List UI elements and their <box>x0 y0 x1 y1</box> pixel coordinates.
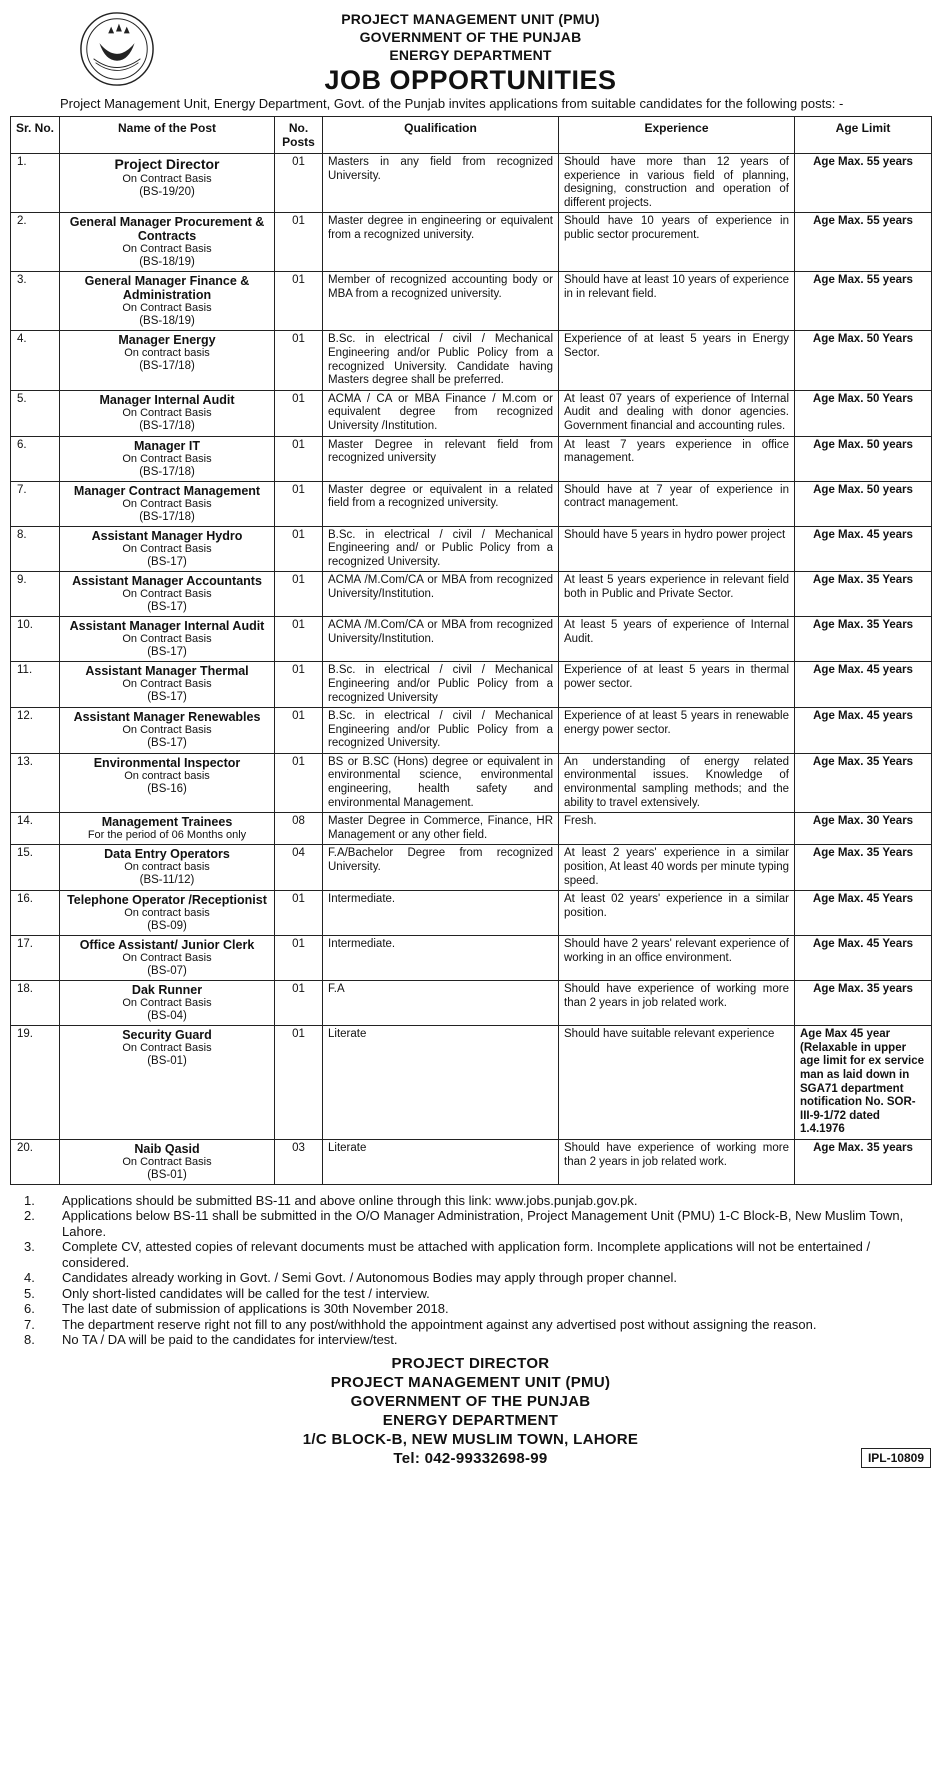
post-name-cell <box>60 845 275 891</box>
note-number: 6. <box>24 1301 35 1317</box>
table-row <box>11 213 932 272</box>
no-posts-cell: 01 <box>275 617 323 662</box>
post-name: Telephone Operator /Receptionist <box>67 893 267 908</box>
qualification-cell: Master Degree in Commerce, Finance, HR Management or any other field. <box>323 813 559 845</box>
post-name: Assistant Manager Renewables <box>73 710 261 725</box>
sr-no-cell: 3. <box>11 272 60 331</box>
post-contract-type: On contract basis <box>124 769 210 782</box>
post-contract-type: On Contract Basis <box>122 173 212 185</box>
post-basic-scale: (BS-18/19) <box>139 256 195 269</box>
qualification-cell: Intermediate. <box>323 891 559 936</box>
list-item <box>10 1286 931 1302</box>
post-contract-type: On Contract Basis <box>122 952 212 965</box>
sr-no-cell: 16. <box>11 891 60 936</box>
experience-cell: Should have suitable relevant experience <box>559 1026 795 1140</box>
post-name: Assistant Manager Thermal <box>85 664 249 679</box>
experience-cell: Should have experience of working more than 2 years in job related work. <box>559 1139 795 1184</box>
table-row <box>11 891 932 936</box>
qualification-cell: B.Sc. in electrical / civil / Mechanical Engineering and/or Public Policy from a recognized University <box>323 662 559 708</box>
list-item <box>10 1193 931 1209</box>
list-item <box>10 1332 931 1348</box>
post-name: Manager Internal Audit <box>99 392 235 407</box>
no-posts-cell: 01 <box>275 272 323 331</box>
post-name-cell <box>60 981 275 1026</box>
list-item <box>10 1317 931 1333</box>
qualification-cell: B.Sc. in electrical / civil / Mechanical Engineering and/or Public Policy from a recognized University. Candidate having Masters degree shall be preferred. <box>323 331 559 390</box>
post-name-cell <box>60 331 275 390</box>
sr-no-cell: 7. <box>11 481 60 526</box>
qualification-cell: Master Degree in relevant field from recognized university <box>323 436 559 481</box>
table-header-row <box>11 117 932 154</box>
advertisement-page <box>10 0 931 1468</box>
experience-cell: Experience of at least 5 years in renewable energy power sector. <box>559 708 795 754</box>
post-name: Office Assistant/ Junior Clerk <box>79 938 255 953</box>
header-post-name: Name of the Post <box>60 117 275 154</box>
table-row <box>11 753 932 812</box>
post-contract-type: On Contract Basis <box>122 678 212 691</box>
sr-no-cell: 10. <box>11 617 60 662</box>
experience-cell: At least 7 years experience in office management. <box>559 436 795 481</box>
no-posts-cell: 01 <box>275 572 323 617</box>
qualification-cell: BS or B.SC (Hons) degree or equivalent in environmental science, environmental engineering, health safety and environmental Management. <box>323 753 559 812</box>
sr-no-cell: 17. <box>11 936 60 981</box>
qualification-cell: Literate <box>323 1139 559 1184</box>
qualification-cell: Member of recognized accounting body or MBA from a recognized university. <box>323 272 559 331</box>
post-name: Naib Qasid <box>134 1141 200 1156</box>
no-posts-cell: 01 <box>275 154 323 213</box>
experience-cell: Should have 5 years in hydro power project <box>559 526 795 572</box>
post-name-cell <box>60 436 275 481</box>
sr-no-cell: 5. <box>11 390 60 436</box>
post-name: Environmental Inspector <box>93 755 241 770</box>
post-contract-type: On Contract Basis <box>122 724 212 737</box>
age-limit-cell: Age Max. 45 years <box>795 708 932 754</box>
experience-cell: At least 5 years of experience of Internal Audit. <box>559 617 795 662</box>
post-contract-type: For the period of 06 Months only <box>87 829 247 842</box>
post-basic-scale: (BS-04) <box>147 1010 187 1023</box>
post-basic-scale: (BS-17/18) <box>139 360 195 373</box>
header-line-government: GOVERNMENT OF THE PUNJAB <box>359 29 582 45</box>
post-name-cell <box>60 526 275 572</box>
age-limit-cell: Age Max. 45 Years <box>795 936 932 981</box>
footer-address: 1/C BLOCK-B, NEW MUSLIM TOWN, LAHORE <box>302 1430 639 1448</box>
note-text: Applications should be submitted BS-11 and above online through this link: www.jobs.punjab.gov.pk. <box>62 1192 638 1208</box>
post-contract-type: On contract basis <box>124 861 210 874</box>
page-title: JOB OPPORTUNITIES <box>324 65 617 95</box>
post-basic-scale: (BS-01) <box>147 1055 187 1068</box>
sr-no-cell: 13. <box>11 753 60 812</box>
post-basic-scale: (BS-19/20) <box>139 186 195 198</box>
post-basic-scale: (BS-17/18) <box>139 510 195 523</box>
post-name-cell <box>60 936 275 981</box>
post-name: Assistant Manager Hydro <box>91 528 243 543</box>
sr-no-cell: 15. <box>11 845 60 891</box>
experience-cell: Fresh. <box>559 813 795 845</box>
table-row <box>11 154 932 213</box>
post-contract-type: On Contract Basis <box>122 243 212 256</box>
post-contract-type: On Contract Basis <box>122 588 212 601</box>
list-item <box>10 1208 931 1239</box>
post-name: Manager Energy <box>118 333 216 348</box>
post-basic-scale: (BS-01) <box>147 1168 187 1181</box>
post-name-cell <box>60 662 275 708</box>
experience-cell: Should have 10 years of experience in public sector procurement. <box>559 213 795 272</box>
age-limit-cell: Age Max. 55 years <box>795 154 932 213</box>
age-limit-cell: Age Max. 45 years <box>795 662 932 708</box>
age-limit-cell: Age Max 45 year (Relaxable in upper age limit for ex service man as laid down in SGA71 department notification No. SOR-III-9-1/72 dated 1.4.1976 <box>795 1026 932 1140</box>
post-contract-type: On Contract Basis <box>122 997 212 1010</box>
qualification-cell: ACMA / CA or MBA Finance / M.com or equivalent degree from recognized University /Institution. <box>323 390 559 436</box>
table-row <box>11 436 932 481</box>
jobs-table <box>10 116 932 1185</box>
experience-cell: At least 2 years' experience in a similar position, At least 40 words per minute typing speed. <box>559 845 795 891</box>
table-row <box>11 390 932 436</box>
sr-no-cell: 9. <box>11 572 60 617</box>
sr-no-cell: 18. <box>11 981 60 1026</box>
header-line-department: ENERGY DEPARTMENT <box>389 47 552 63</box>
qualification-cell: F.A/Bachelor Degree from recognized University. <box>323 845 559 891</box>
post-name-cell <box>60 891 275 936</box>
no-posts-cell: 01 <box>275 481 323 526</box>
post-name: Data Entry Operators <box>104 847 230 862</box>
no-posts-cell: 01 <box>275 708 323 754</box>
no-posts-cell: 01 <box>275 436 323 481</box>
post-name-cell <box>60 390 275 436</box>
post-name: Assistant Manager Accountants <box>72 574 262 589</box>
footer-telephone: Tel: 042-99332698-99 <box>393 1449 548 1467</box>
note-text: The last date of submission of applications is 30th November 2018. <box>62 1301 449 1317</box>
table-row <box>11 272 932 331</box>
qualification-cell: ACMA /M.Com/CA or MBA from recognized University/Institution. <box>323 572 559 617</box>
sr-no-cell: 8. <box>11 526 60 572</box>
header-no-posts: No. Posts <box>275 117 323 154</box>
table-row <box>11 662 932 708</box>
header <box>10 0 931 95</box>
table-row <box>11 481 932 526</box>
age-limit-cell: Age Max. 35 Years <box>795 572 932 617</box>
experience-cell: At least 07 years of experience of Internal Audit and dealing with donor agencies. Government financial and accounting rules. <box>559 390 795 436</box>
post-basic-scale: (BS-17) <box>147 601 187 614</box>
post-basic-scale: (BS-09) <box>147 920 187 933</box>
experience-cell: Experience of at least 5 years in Energy Sector. <box>559 331 795 390</box>
qualification-cell: B.Sc. in electrical / civil / Mechanical Engineering and/ or Public Policy from a recognized University. <box>323 526 559 572</box>
age-limit-cell: Age Max. 35 Years <box>795 753 932 812</box>
sr-no-cell: 1. <box>11 154 60 213</box>
qualification-cell: B.Sc. in electrical / civil / Mechanical Engineering and/or Public Policy from a recognized University. <box>323 708 559 754</box>
post-contract-type: On Contract Basis <box>122 452 212 465</box>
age-limit-cell: Age Max. 45 Years <box>795 891 932 936</box>
qualification-cell: Literate <box>323 1026 559 1140</box>
table-row <box>11 1139 932 1184</box>
post-name-cell <box>60 154 275 213</box>
post-name: Manager Contract Management <box>73 483 261 498</box>
experience-cell: An understanding of energy related environmental issues. Knowledge of environmental sampling methods; and the ability to travel extensively. <box>559 753 795 812</box>
experience-cell: Should have at least 10 years of experience in in relevant field. <box>559 272 795 331</box>
age-limit-cell: Age Max. 55 years <box>795 213 932 272</box>
post-basic-scale: (BS-17) <box>147 555 187 568</box>
post-name: Project Director <box>114 156 220 172</box>
age-limit-cell: Age Max. 50 years <box>795 481 932 526</box>
post-name: General Manager Finance & Administration <box>84 274 250 303</box>
post-basic-scale: (BS-17) <box>147 646 187 659</box>
sr-no-cell: 4. <box>11 331 60 390</box>
table-row <box>11 572 932 617</box>
experience-cell: At least 02 years' experience in a similar position. <box>559 891 795 936</box>
age-limit-cell: Age Max. 35 Years <box>795 617 932 662</box>
no-posts-cell: 01 <box>275 891 323 936</box>
no-posts-cell: 01 <box>275 390 323 436</box>
qualification-cell: ACMA /M.Com/CA or MBA from recognized University/Institution. <box>323 617 559 662</box>
no-posts-cell: 04 <box>275 845 323 891</box>
experience-cell: Experience of at least 5 years in thermal power sector. <box>559 662 795 708</box>
table-row <box>11 936 932 981</box>
age-limit-cell: Age Max. 50 Years <box>795 390 932 436</box>
qualification-cell: F.A <box>323 981 559 1026</box>
punjab-government-emblem-icon <box>78 10 156 88</box>
list-item <box>10 1301 931 1317</box>
list-item <box>10 1239 931 1270</box>
post-contract-type: On contract basis <box>124 347 210 360</box>
note-text: Candidates already working in Govt. / Semi Govt. / Autonomous Bodies may apply through proper channel. <box>62 1270 677 1286</box>
note-number: 4. <box>24 1270 35 1286</box>
no-posts-cell: 03 <box>275 1139 323 1184</box>
table-row <box>11 845 932 891</box>
post-basic-scale: (BS-07) <box>147 965 187 978</box>
header-age-limit: Age Limit <box>795 117 932 154</box>
footer-department: ENERGY DEPARTMENT <box>382 1411 559 1429</box>
note-text: No TA / DA will be paid to the candidates for interview/test. <box>62 1332 398 1348</box>
experience-cell: Should have at 7 year of experience in contract management. <box>559 481 795 526</box>
note-number: 5. <box>24 1285 35 1301</box>
no-posts-cell: 01 <box>275 213 323 272</box>
post-basic-scale: (BS-17/18) <box>139 465 195 478</box>
table-row <box>11 1026 932 1140</box>
note-number: 7. <box>24 1316 35 1332</box>
qualification-cell: Masters in any field from recognized University. <box>323 154 559 213</box>
post-basic-scale: (BS-16) <box>147 782 187 795</box>
note-number: 8. <box>24 1332 35 1348</box>
note-number: 3. <box>24 1239 35 1255</box>
post-basic-scale: (BS-18/19) <box>139 315 195 328</box>
age-limit-cell: Age Max. 30 Years <box>795 813 932 845</box>
footer-pmu: PROJECT MANAGEMENT UNIT (PMU) <box>330 1373 611 1391</box>
age-limit-cell: Age Max. 35 Years <box>795 845 932 891</box>
no-posts-cell: 01 <box>275 936 323 981</box>
note-text: Complete CV, attested copies of relevant documents must be attached with application form. Incomplete applications will not be entertained / considered. <box>62 1239 871 1270</box>
footer-designation: PROJECT DIRECTOR <box>391 1354 550 1372</box>
post-basic-scale: (BS-17) <box>147 737 187 750</box>
age-limit-cell: Age Max. 55 years <box>795 272 932 331</box>
footer <box>10 1354 931 1468</box>
qualification-cell: Intermediate. <box>323 936 559 981</box>
qualification-cell: Master degree or equivalent in a related field from a recognized university. <box>323 481 559 526</box>
experience-cell: At least 5 years experience in relevant field both in Public and Private Sector. <box>559 572 795 617</box>
post-contract-type: On Contract Basis <box>122 633 212 646</box>
post-name-cell <box>60 481 275 526</box>
post-contract-type: On Contract Basis <box>122 302 212 315</box>
age-limit-cell: Age Max. 35 years <box>795 1139 932 1184</box>
post-name-cell <box>60 617 275 662</box>
post-name-cell <box>60 1026 275 1140</box>
age-limit-cell: Age Max. 50 years <box>795 436 932 481</box>
no-posts-cell: 01 <box>275 753 323 812</box>
list-item <box>10 1270 931 1286</box>
post-name: Manager IT <box>134 438 200 453</box>
table-row <box>11 526 932 572</box>
post-basic-scale: (BS-17/18) <box>139 419 195 432</box>
post-name-cell <box>60 272 275 331</box>
note-text: The department reserve right not fill to any post/withhold the appointment against any advertised post without assigning the reason. <box>62 1316 817 1332</box>
header-experience: Experience <box>559 117 795 154</box>
post-name: Security Guard <box>122 1028 212 1043</box>
post-name: General Manager Procurement & Contracts <box>69 215 265 244</box>
post-contract-type: On Contract Basis <box>122 1155 212 1168</box>
sr-no-cell: 19. <box>11 1026 60 1140</box>
post-basic-scale: (BS-11/12) <box>139 874 195 887</box>
experience-cell: Should have experience of working more than 2 years in job related work. <box>559 981 795 1026</box>
sr-no-cell: 14. <box>11 813 60 845</box>
sr-no-cell: 2. <box>11 213 60 272</box>
sr-no-cell: 20. <box>11 1139 60 1184</box>
age-limit-cell: Age Max. 35 years <box>795 981 932 1026</box>
table-row <box>11 331 932 390</box>
table-row <box>11 708 932 754</box>
no-posts-cell: 01 <box>275 1026 323 1140</box>
no-posts-cell: 01 <box>275 526 323 572</box>
sr-no-cell: 12. <box>11 708 60 754</box>
note-text: Applications below BS-11 shall be submitted in the O/O Manager Administration, Project Management Unit (PMU) 1-C Block-B, New Muslim Town, Lahore. <box>62 1208 904 1239</box>
sr-no-cell: 11. <box>11 662 60 708</box>
post-name: Assistant Manager Internal Audit <box>69 619 265 634</box>
table-row <box>11 617 932 662</box>
post-name-cell <box>60 1139 275 1184</box>
header-line-pmu: PROJECT MANAGEMENT UNIT (PMU) <box>341 11 600 27</box>
post-name-cell <box>60 753 275 812</box>
post-name: Management Trainees <box>101 815 233 830</box>
reference-number: IPL-10809 <box>861 1448 931 1468</box>
footer-government: GOVERNMENT OF THE PUNJAB <box>350 1392 591 1410</box>
instructions-list <box>10 1193 931 1348</box>
intro-text: Project Management Unit, Energy Department, Govt. of the Punjab invites applications from suitable candidates for the following posts: - <box>60 96 844 111</box>
note-number: 2. <box>24 1208 35 1224</box>
post-basic-scale: (BS-17) <box>147 691 187 704</box>
note-text: Only short-listed candidates will be called for the test / interview. <box>62 1285 430 1301</box>
sr-no-cell: 6. <box>11 436 60 481</box>
table-row <box>11 981 932 1026</box>
experience-cell: Should have more than 12 years of experience in various field of planning, designing, construction and operation of different projects. <box>559 154 795 213</box>
age-limit-cell: Age Max. 45 years <box>795 526 932 572</box>
post-contract-type: On Contract Basis <box>122 1042 212 1055</box>
no-posts-cell: 01 <box>275 662 323 708</box>
no-posts-cell: 01 <box>275 331 323 390</box>
age-limit-cell: Age Max. 50 Years <box>795 331 932 390</box>
header-sr-no: Sr. No. <box>11 117 60 154</box>
note-number: 1. <box>24 1192 35 1208</box>
no-posts-cell: 08 <box>275 813 323 845</box>
table-row <box>11 813 932 845</box>
post-contract-type: On Contract Basis <box>122 406 212 419</box>
experience-cell: Should have 2 years' relevant experience of working in an office environment. <box>559 936 795 981</box>
no-posts-cell: 01 <box>275 981 323 1026</box>
post-name-cell <box>60 572 275 617</box>
post-name-cell <box>60 813 275 845</box>
header-qualification: Qualification <box>323 117 559 154</box>
post-name: Dak Runner <box>131 983 203 998</box>
post-name-cell <box>60 213 275 272</box>
post-contract-type: On contract basis <box>124 907 210 920</box>
post-contract-type: On Contract Basis <box>122 497 212 510</box>
qualification-cell: Master degree in engineering or equivalent from a recognized university. <box>323 213 559 272</box>
post-name-cell <box>60 708 275 754</box>
post-contract-type: On Contract Basis <box>122 542 212 555</box>
